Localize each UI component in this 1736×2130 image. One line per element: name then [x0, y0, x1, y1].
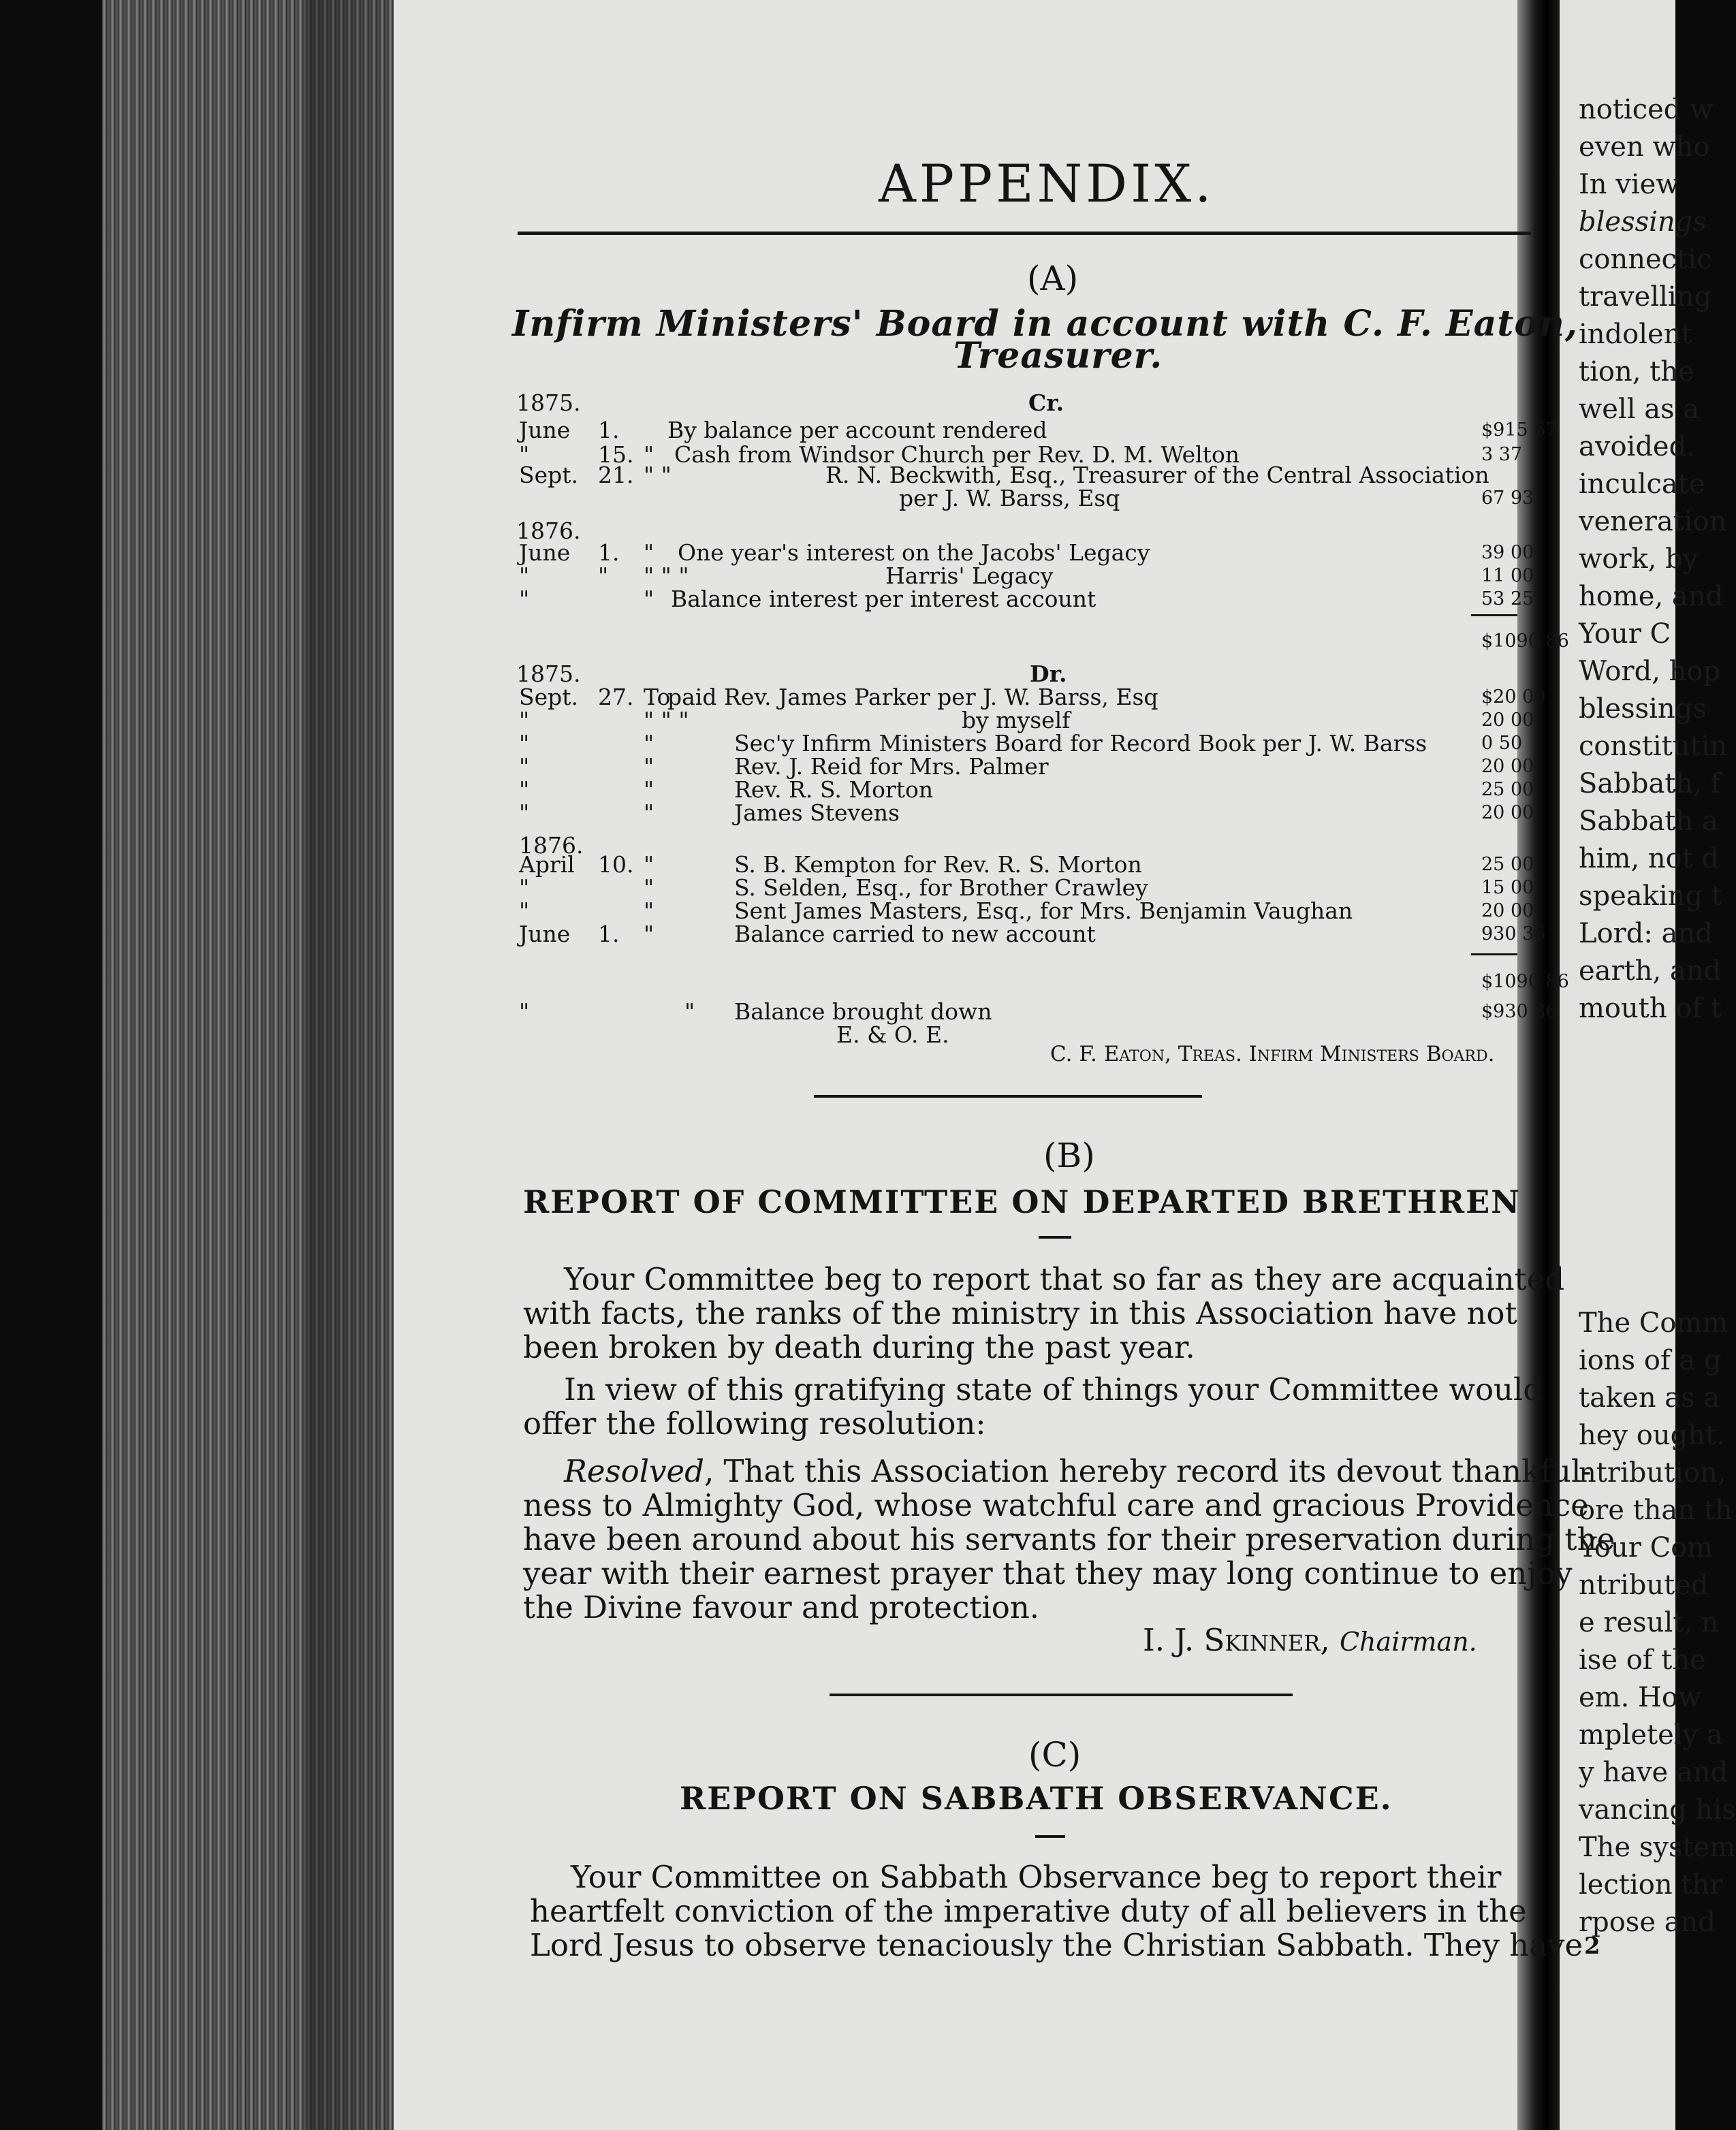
ledger-text: per J. W. Barss, Esq	[899, 485, 1120, 511]
ledger-amount: 11 00	[1481, 565, 1534, 586]
ledger-day: 10.	[598, 851, 634, 878]
ledger-text: Balance interest per interest account	[671, 586, 1096, 612]
ledger-cr-label: Cr.	[1028, 390, 1064, 416]
ledger-text: Balance brought down	[734, 998, 992, 1025]
ledger-text: By balance per account rendered	[667, 417, 1047, 443]
ledger-text: Balance carried to new account	[734, 921, 1096, 947]
facing-page-line: y have and	[1579, 1757, 1729, 1788]
ledger-text: Rev. J. Reid for Mrs. Palmer	[734, 753, 1049, 780]
facing-page-line: him, not d	[1579, 843, 1720, 874]
ledger-text: R. N. Beckwith, Esq., Treasurer of the Central Association	[825, 462, 1489, 488]
ledger-amount: 25 00	[1481, 854, 1534, 875]
ledger-ditto: " " "	[644, 562, 689, 589]
resolved-rest: , That this Association hereby record its devout thankful-	[704, 1453, 1592, 1489]
section-b-line: In view of this gratifying state of things your Committee would	[564, 1371, 1543, 1408]
section-b-line: Your Committee beg to report that so far as they are acquainted	[564, 1261, 1565, 1297]
ledger-eoe: E. & O. E.	[836, 1021, 949, 1048]
ledger-ditto: "	[644, 441, 654, 468]
ledger-dr-total: $1090 86	[1481, 971, 1569, 992]
ledger-date: June	[519, 539, 571, 566]
signer-name: I. J. Skinner,	[1143, 1622, 1330, 1658]
ledger-date: "	[519, 730, 530, 757]
section-a-label: (A)	[1027, 259, 1079, 298]
ledger-ditto: "	[644, 776, 654, 803]
background-left	[0, 0, 102, 2130]
page-edge-shadow	[306, 0, 402, 2130]
facing-page-line: well as a	[1579, 394, 1700, 425]
ledger-ditto: "	[644, 539, 654, 566]
section-c-dash	[1035, 1835, 1065, 1838]
page-title: APPENDIX.	[879, 153, 1215, 214]
ledger-text: paid Rev. James Parker per J. W. Barss, Esq	[667, 684, 1158, 710]
ledger-amount: 67 93	[1481, 488, 1534, 509]
ledger-date: "	[519, 998, 530, 1025]
section-b-line: with facts, the ranks of the ministry in this Association have not	[523, 1295, 1517, 1331]
ledger-text: Rev. R. S. Morton	[734, 776, 934, 803]
section-a-heading: Infirm Ministers' Board in account with C. F. Eaton,	[512, 303, 1578, 345]
ledger-date: "	[519, 441, 530, 468]
facing-page-line: Lord: and	[1579, 918, 1713, 949]
facing-page-line: vancing his	[1579, 1794, 1736, 1826]
ledger-text: Sec'y Infirm Ministers Board for Record Book per J. W. Barss	[734, 730, 1427, 757]
ledger-amount: 53 25	[1481, 588, 1534, 609]
ledger-date: "	[519, 897, 530, 924]
section-a-heading-2: Treasurer.	[953, 335, 1163, 377]
ledger-day: 1.	[598, 417, 620, 443]
section-a-rule	[814, 1095, 1202, 1098]
facing-page-line: Sabbath, f	[1579, 768, 1721, 799]
facing-page-line: noticed w	[1579, 94, 1714, 125]
facing-page-line: hey ought.	[1579, 1420, 1725, 1451]
ledger-amount: 20 00	[1481, 900, 1534, 921]
ledger-date: "	[519, 776, 530, 803]
ledger-amount: 930 36	[1481, 923, 1546, 944]
facing-page-line: Your C	[1579, 618, 1671, 650]
ledger-date: "	[519, 874, 530, 901]
ledger-year-2: 1876.	[519, 832, 584, 859]
section-c-label: (C)	[1028, 1735, 1082, 1775]
ledger-cr-total: $1090 86	[1481, 631, 1569, 652]
ledger-text: Cash from Windsor Church per Rev. D. M. Welton	[674, 441, 1240, 468]
ledger-ditto: "	[644, 730, 654, 757]
section-b-line: ness to Almighty God, whose watchful care and gracious Providence	[523, 1487, 1589, 1523]
facing-page-line: ise of the	[1579, 1644, 1706, 1676]
ledger-signature: C. F. Eaton, Treas. Infirm Ministers Board.	[1050, 1042, 1495, 1066]
ledger-day: 1.	[598, 921, 620, 947]
facing-page-line: blessings	[1579, 693, 1707, 725]
ledger-amount: $915 67	[1481, 419, 1558, 441]
ledger-date: "	[519, 799, 530, 826]
ledger-date: "	[519, 707, 530, 733]
facing-page-line: ions of a g	[1579, 1345, 1722, 1376]
section-b-line: the Divine favour and protection.	[523, 1589, 1040, 1625]
section-c-heading: REPORT ON SABBATH OBSERVANCE.	[680, 1780, 1393, 1817]
section-b-rule	[830, 1694, 1293, 1696]
facing-page-line: In view	[1579, 169, 1679, 200]
ledger-day: 15.	[598, 441, 634, 468]
ledger-text: by myself	[962, 707, 1071, 733]
ledger-day: 21.	[598, 462, 634, 488]
ledger-date: April	[519, 851, 575, 878]
ledger-text: Harris' Legacy	[885, 562, 1054, 589]
section-c-line: heartfelt conviction of the imperative duty of all believers in the	[530, 1893, 1527, 1929]
section-b-line: been broken by death during the past year.	[523, 1329, 1195, 1365]
facing-page-line: constitutin	[1579, 731, 1728, 762]
ledger-year: 1875.	[516, 661, 581, 687]
ledger-ditto: "	[644, 753, 654, 780]
ledger-text: S. Selden, Esq., for Brother Crawley	[734, 874, 1148, 901]
ledger-date: "	[519, 586, 530, 612]
section-b-line	[564, 1453, 1592, 1489]
ledger-amount: 0 50	[1481, 733, 1523, 754]
ledger-date: Sept.	[519, 462, 579, 488]
facing-page-line: work, by	[1579, 543, 1699, 575]
facing-page-line: rpose and	[1579, 1907, 1716, 1938]
facing-page-line: Word, hop	[1579, 656, 1721, 687]
ledger-date: Sept.	[519, 684, 579, 710]
ledger-ditto: " "	[644, 462, 672, 488]
facing-page-line: e result, n	[1579, 1607, 1719, 1638]
ledger-ditto: "	[644, 874, 654, 901]
facing-page-line: Sabbath a	[1579, 806, 1718, 837]
facing-page-line: taken as a	[1579, 1382, 1720, 1414]
ledger-text: Sent James Masters, Esq., for Mrs. Benjamin Vaughan	[734, 897, 1353, 924]
facing-page-line: home, and	[1579, 581, 1724, 612]
facing-page-line: connectic	[1579, 244, 1712, 275]
section-b-heading: REPORT OF COMMITTEE ON DEPARTED BRETHREN	[523, 1183, 1521, 1220]
ledger-text: James Stevens	[734, 799, 900, 826]
ledger-date: June	[519, 417, 571, 443]
facing-page-line: ore than th	[1579, 1495, 1733, 1526]
ledger-day: 1.	[598, 539, 620, 566]
ledger-date: June	[519, 921, 571, 947]
ledger-amount: 20 00	[1481, 802, 1534, 823]
ledger-amount: 39 00	[1481, 542, 1534, 563]
ledger-text: S. B. Kempton for Rev. R. S. Morton	[734, 851, 1142, 878]
facing-page-line: veneration	[1579, 506, 1727, 537]
facing-page-line: Your Com	[1579, 1532, 1714, 1563]
ledger-date: "	[519, 562, 530, 589]
ledger-ditto: "	[644, 921, 654, 947]
facing-page-line: tion, the	[1579, 356, 1694, 387]
facing-page-number: 2	[1584, 1933, 1600, 1960]
section-c-line: Lord Jesus to observe tenaciously the Christian Sabbath. They have	[530, 1927, 1583, 1963]
title-rule	[518, 232, 1531, 235]
section-b-line: have been around about his servants for their preservation during the	[523, 1521, 1615, 1557]
facing-page-line: avoided.	[1579, 431, 1695, 462]
ledger-date: "	[519, 753, 530, 780]
ledger-amount: 20 00	[1481, 710, 1534, 731]
ledger-amount: 20 00	[1481, 756, 1534, 777]
ledger-ditto: "	[644, 897, 654, 924]
section-b-line: year with their earnest prayer that they may long continue to enjoy	[523, 1555, 1573, 1591]
section-b-signature	[1143, 1622, 1477, 1658]
ledger-rule	[1471, 953, 1517, 955]
ledger-amount: 3 37	[1481, 444, 1523, 465]
signer-role: Chairman.	[1339, 1627, 1477, 1657]
ledger-amount: $20 00	[1481, 686, 1546, 708]
ledger-year: 1875.	[516, 390, 581, 416]
section-c-line: Your Committee on Sabbath Observance beg to report their	[571, 1859, 1502, 1895]
facing-page-line: lection thr	[1579, 1869, 1723, 1901]
ledger-ditto: To	[644, 684, 671, 710]
facing-page-line: inculcate	[1579, 468, 1705, 500]
ledger-ditto: "	[684, 998, 695, 1025]
facing-page-line: earth, and	[1579, 955, 1722, 987]
ledger-dr-label: Dr.	[1030, 661, 1067, 687]
ledger-day: "	[598, 562, 609, 589]
facing-page-line: The Comm	[1579, 1307, 1729, 1339]
facing-page-line: mouth of t	[1579, 993, 1722, 1024]
facing-page-line: even who	[1579, 131, 1710, 163]
resolved-word: Resolved	[564, 1453, 704, 1489]
facing-page-line: blessings	[1579, 206, 1707, 238]
ledger-amount: 25 00	[1481, 779, 1534, 800]
facing-page-line: The system	[1579, 1832, 1736, 1863]
section-b-label: (B)	[1043, 1136, 1095, 1175]
ledger-ditto: "	[644, 586, 654, 612]
facing-page-line: ntribution,	[1579, 1457, 1726, 1489]
facing-page-line: em. How	[1579, 1682, 1702, 1713]
ledger-text: One year's interest on the Jacobs' Legacy	[678, 539, 1150, 566]
ledger-ditto: "	[644, 851, 654, 878]
ledger-ditto: " " "	[644, 707, 689, 733]
facing-page-line: speaking t	[1579, 880, 1722, 912]
facing-page-line: indolent	[1579, 319, 1692, 350]
ledger-amount: 15 00	[1481, 877, 1534, 898]
section-b-line: offer the following resolution:	[523, 1405, 986, 1442]
facing-page-line: mpletely a	[1579, 1719, 1723, 1751]
facing-page-line: ntributed	[1579, 1570, 1709, 1601]
ledger-day: 27.	[598, 684, 634, 710]
facing-page-line: travelling	[1579, 281, 1712, 313]
ledger-ditto: "	[644, 799, 654, 826]
ledger-year-2: 1876.	[516, 518, 581, 544]
ledger-rule	[1471, 614, 1517, 616]
section-b-dash	[1039, 1236, 1071, 1239]
ledger-amount: $930 36	[1481, 1001, 1558, 1022]
